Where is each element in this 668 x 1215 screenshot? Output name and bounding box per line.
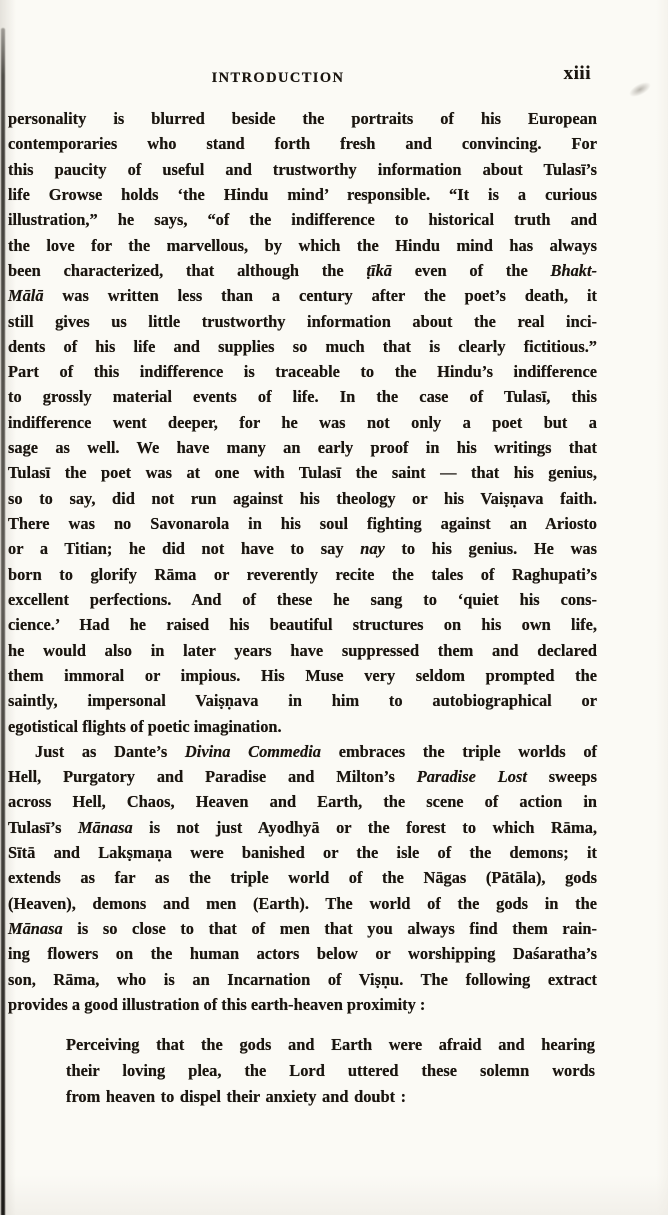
text-line: to grossly material events of life. In the case of Tulasī, this [8, 387, 597, 407]
text-line: or a Titian; he did not have to say nay to his genius. He was [8, 539, 597, 559]
text-line: contemporaries who stand forth fresh and convincing. For [8, 134, 597, 154]
text-body [8, 106, 597, 1110]
text-line: Just as Dante’s Divina Commedia embraces the triple worlds of [35, 741, 597, 761]
text-line: been characterized, that although the ṭīkā even of the Bhakt- [8, 260, 597, 280]
text-line: Hell, Purgatory and Paradise and Milton’s Paradise Lost sweeps [8, 767, 598, 787]
paragraph [8, 739, 597, 1017]
text-line: this paucity of useful and trustworthy information about Tulasī’s [8, 159, 597, 179]
text-line: ing flowers on the human actors below or worshipping Daśaratha’s [8, 944, 597, 964]
text-line: Mānasa is so close to that of men that you always find them rain- [8, 919, 597, 938]
text-line: cience.’ Had he raised his beautiful structures on his own life, [8, 615, 597, 635]
text-line: so to say, did not run against his theology or his Vaiṣṇava faith. [8, 488, 597, 508]
text-line: personality is blurred beside the portraits of his European [8, 109, 597, 128]
text-line: still gives us little trustworthy information about the real inci- [8, 311, 597, 331]
running-title: INTRODUCTION [211, 70, 345, 86]
book-binding-edge [1, 28, 5, 1215]
text-line: dents of his life and supplies so much that is clearly fictitious.” [8, 336, 597, 356]
text-line: Tulasī the poet was at one with Tulasī the saint — that his genius, [8, 463, 597, 483]
text-line: the love for the marvellous, by which the Hindu mind has always [8, 235, 597, 255]
paragraph [8, 106, 597, 739]
text-line: life Growse holds ‘the Hindu mind’ responsible. “It is a curious [8, 184, 597, 204]
text-line: provides a good illustration of this earth-heaven proximity : [8, 994, 426, 1014]
text-line: born to glorify Rāma or reverently recite the tales of Raghupati’s [8, 564, 597, 584]
text-line: indifference went deeper, for he was not only a poet but a [8, 412, 597, 432]
text-line: sage as well. We have many an early proof in his writings that [8, 438, 597, 458]
text-line: (Heaven), demons and men (Earth). The world of the gods in the [8, 893, 597, 913]
text-line: egotistical flights of poetic imagination. [8, 716, 282, 736]
text-line: excellent perfections. And of these he sang to ‘quiet his cons- [8, 589, 597, 609]
page-header [0, 63, 668, 94]
text-line: Mālā was written less than a century after the poet’s death, it [8, 286, 597, 306]
text-line: Sītā and Lakṣmaṇa were banished or the isle of the demons; it [8, 843, 597, 863]
text-line: There was no Savonarola in his soul fighting against an Ariosto [8, 514, 597, 533]
text-line: extends as far as the triple world of the Nāgas (Pātāla), gods [8, 868, 597, 888]
text-line: them immoral or impious. His Muse very seldom prompted the [8, 665, 597, 685]
text-line: Tulasī’s Mānasa is not just Ayodhyā or the forest to which Rāma, [8, 817, 597, 837]
text-line: saintly, impersonal Vaiṣṇava in him to autobiographical or [8, 691, 597, 711]
text-line: across Hell, Chaos, Heaven and Earth, the scene of action in [8, 792, 597, 812]
page-number: xiii [563, 63, 591, 84]
text-line: he would also in later years have suppressed them and declared [8, 640, 597, 660]
text-line: son, Rāma, who is an Incarnation of Viṣṇu. The following extract [8, 969, 597, 989]
text-line: illustration,” he says, “of the indifference to historical truth and [8, 210, 597, 230]
blockquote [66, 1032, 595, 1110]
text-line: their loving plea, the Lord uttered these solemn words [66, 1061, 595, 1081]
text-line: Perceiving that the gods and Earth were afraid and hearing [66, 1035, 595, 1055]
text-line: from heaven to dispel their anxiety and doubt : [66, 1087, 407, 1107]
text-line: Part of this indifference is traceable to the Hindu’s indifference [8, 362, 597, 382]
